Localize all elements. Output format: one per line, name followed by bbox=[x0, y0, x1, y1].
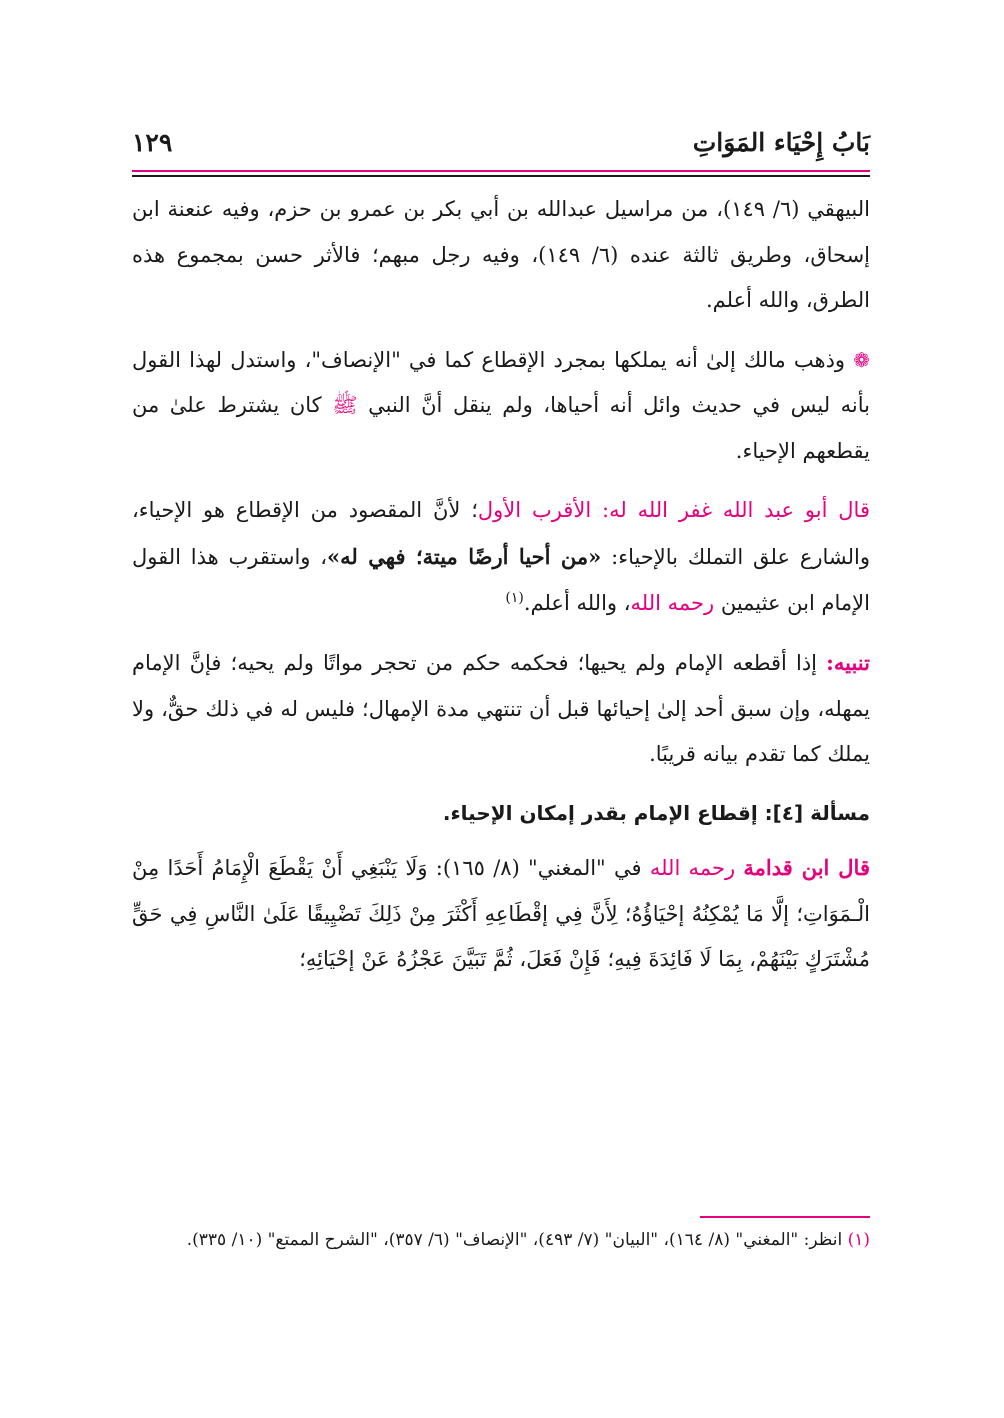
section-heading: مسألة [٤]: إقطاع الإمام بقدر إمكان الإحياء. bbox=[442, 800, 870, 825]
quotation-honorific: رحمه الله bbox=[649, 856, 744, 881]
paragraph-3-text-a: ؛ لأنَّ المقصود من الإقطاع هو الإحياء، والشارع علق التملك بالإحياء: bbox=[132, 498, 870, 569]
paragraph-2 bbox=[132, 338, 870, 475]
paragraph-1 bbox=[132, 187, 870, 324]
running-header bbox=[132, 118, 870, 170]
paragraph-4-text: إذا أقطعه الإمام ولم يحيها؛ فحكمه حكم من تحجر مواتًا ولم يحيه؛ فإنَّ الإمام يمهله، وإن سبق أحد إلىٰ إحيائها قبل أن تنتهي مدة الإمهال؛ فليس له في ذلك حقٌّ، ولا يملك كما تقدم بيانه قريبًا. bbox=[132, 651, 870, 767]
footnote-separator bbox=[700, 1216, 870, 1218]
quotation-paragraph bbox=[132, 845, 870, 983]
footnote-number: (١) bbox=[847, 1230, 870, 1250]
paragraph-2-text-a: وذهب مالك إلىٰ أنه يملكها بمجرد الإقطاع كما في "الإنصاف"، واستدل لهذا القول بأنه ليس في حديث وائل أنه أحياها، ولم ينقل أنَّ النبي bbox=[132, 347, 870, 418]
paragraph-4 bbox=[132, 640, 870, 778]
paragraph-1-text: البيهقي (٦/ ١٤٩)، من مراسيل عبدالله بن أبي بكر بن عمرو بن حزم، وفيه عنعنة ابن إسحاق، وطريق ثالثة عنده (٦/ ١٤٩)، وفيه رجل مبهم؛ فالأثر حسن بمجموع هذه الطرق، والله أعلم. bbox=[132, 197, 871, 313]
paragraph-3-text-b: ، واستقرب هذا القول الإمام ابن عثيمين bbox=[132, 544, 870, 615]
header-rule-dark bbox=[132, 175, 870, 177]
hadith-quote: «من أحيا أرضًا ميتة؛ فهي له» bbox=[327, 543, 602, 569]
quotation-text: في "المغني" (٨/ ١٦٥): وَلَا يَنْبَغِي أَنْ يَقْطَعَ الْإِمَامُ أَحَدًا مِنْ الْـمَوَاتِ؛ إلَّا مَا يُمْكِنُهُ إحْيَاؤُهُ؛ لِأَنَّ فِي إقْطَاعِهِ أَكْثَرَ مِنْ ذَلِكَ تَضْيِيقًا عَلَىٰ النَّاسِ فِي حَقٍّ مُشْتَرَكٍ بَيْنَهُمْ، بِمَا لَا فَائِدَةَ فِيهِ؛ فَإِنْ فَعَلَ، ثُمَّ تَبَيَّنَ عَجْزُهُ عَنْ إحْيَائِهِ؛ bbox=[132, 856, 870, 972]
note-label: تنبيه: bbox=[826, 650, 870, 676]
header-rule-accent bbox=[132, 170, 870, 172]
salutation-honorific: ﷺ bbox=[321, 393, 369, 418]
paragraph-3-text-c: ، والله أعلم. bbox=[523, 590, 631, 615]
footnote-reference[interactable]: (١) bbox=[505, 589, 524, 606]
page-number: ١٢٩ bbox=[132, 128, 173, 157]
flower-ornament-icon: ❁ bbox=[853, 347, 870, 372]
scholar-honorific: رحمه الله bbox=[630, 590, 721, 615]
footnote-text: انظر: "المغني" (٨/ ١٦٤)، "البيان" (٧/ ٤٩٣)، "الإنصاف" (٦/ ٣٥٧)، "الشرح الممتع" (١٠/ ٣٣٥). bbox=[186, 1230, 848, 1250]
author-opinion-lead: قال أبو عبد الله غفر الله له: الأقرب الأول bbox=[477, 498, 870, 523]
footnotes bbox=[132, 1226, 870, 1256]
body-text bbox=[132, 187, 870, 983]
paragraph-3 bbox=[132, 488, 870, 626]
page bbox=[132, 118, 871, 1250]
quotation-source-lead: قال ابن قدامة bbox=[743, 855, 870, 881]
paragraph-2-text-b: كان يشترط علىٰ من يقطعهم الإحياء. bbox=[132, 393, 870, 463]
chapter-title: بَابُ إِحْيَاء المَوَاتِ bbox=[692, 128, 870, 157]
